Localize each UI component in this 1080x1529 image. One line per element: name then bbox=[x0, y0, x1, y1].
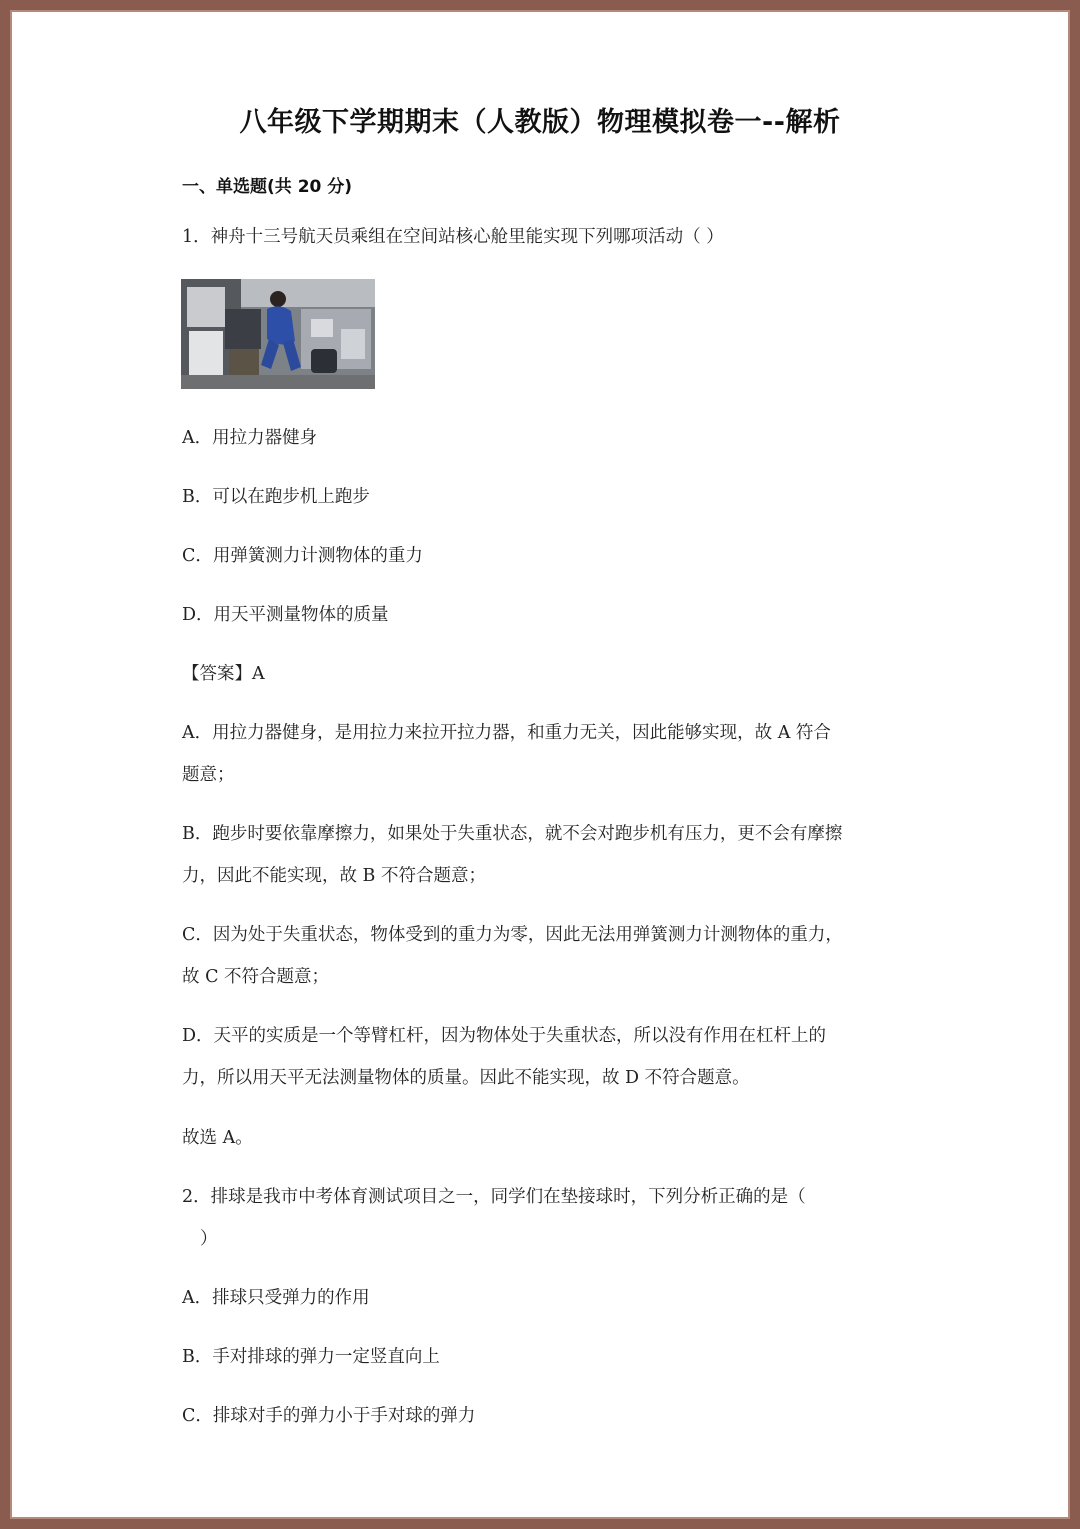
q1-conclusion: 故选 A。 bbox=[182, 1128, 253, 1148]
q1-explanation-line: B．跑步时要依靠摩擦力，如果处于失重状态，就不会对跑步机有压力，更不会有摩擦 bbox=[182, 824, 843, 844]
space-station-photo bbox=[181, 279, 375, 389]
q2-stem: 2．排球是我市中考体育测试项目之一，同学们在垫接球时，下列分析正确的是（ bbox=[182, 1187, 806, 1207]
q2-stem-continuation: ） bbox=[200, 1229, 218, 1249]
q2-option-a: A．排球只受弹力的作用 bbox=[182, 1288, 370, 1308]
q1-explanation-line: 题意； bbox=[182, 765, 235, 785]
q1-option-d: D．用天平测量物体的质量 bbox=[182, 605, 389, 625]
q1-explanation-line: 力，因此不能实现，故 B 不符合题意； bbox=[182, 866, 486, 886]
q1-explanation-line: 力，所以用天平无法测量物体的质量。因此不能实现，故 D 不符合题意。 bbox=[182, 1068, 750, 1088]
q1-option-b: B．可以在跑步机上跑步 bbox=[182, 487, 370, 507]
q1-explanation-line: C．因为处于失重状态，物体受到的重力为零，因此无法用弹簧测力计测物体的重力， bbox=[182, 925, 843, 945]
section-heading: 一、单选题(共 20 分) bbox=[182, 177, 353, 197]
q1-explanation-line: A．用拉力器健身，是用拉力来拉开拉力器，和重力无关，因此能够实现，故 A 符合 bbox=[182, 723, 831, 743]
document-title: 八年级下学期期末（人教版）物理模拟卷一--解析 bbox=[239, 107, 841, 138]
q1-answer: 【答案】A bbox=[182, 664, 265, 684]
q1-stem: 1．神舟十三号航天员乘组在空间站核心舱里能实现下列哪项活动（ ） bbox=[182, 227, 724, 247]
q1-explanation-line: D．天平的实质是一个等臂杠杆，因为物体处于失重状态，所以没有作用在杠杆上的 bbox=[182, 1026, 827, 1046]
q2-option-b: B．手对排球的弹力一定竖直向上 bbox=[182, 1347, 440, 1367]
q1-option-a: A．用拉力器健身 bbox=[182, 428, 318, 448]
q2-option-c: C．排球对手的弹力小于手对球的弹力 bbox=[182, 1406, 476, 1426]
q1-option-c: C．用弹簧测力计测物体的重力 bbox=[182, 546, 423, 566]
astronaut-image bbox=[181, 279, 375, 389]
q1-explanation-line: 故 C 不符合题意； bbox=[182, 967, 330, 987]
